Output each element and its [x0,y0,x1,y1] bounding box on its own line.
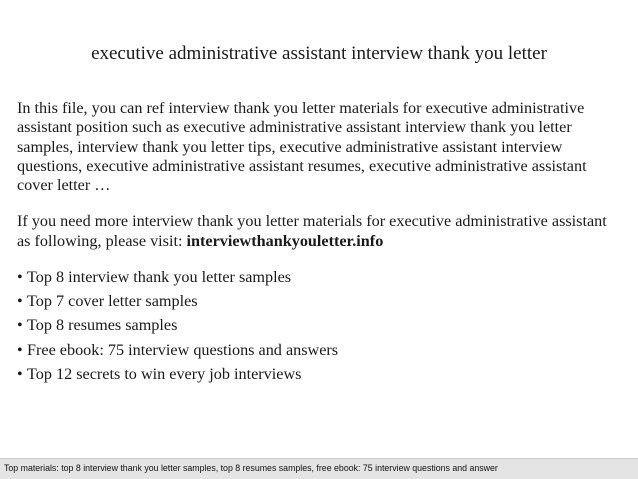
more-info-paragraph [17,212,623,251]
bullet-icon: • [17,340,23,359]
list-item-text: Top 7 cover letter samples [27,292,198,311]
footer-bar [0,458,638,479]
bullet-icon: • [17,292,23,311]
intro-paragraph: In this file, you can ref interview thank you letter materials for executive administrative assistant position such as executive administrative assistant interview thank you letter samples, interview thank you letter tips, executive administrative assistant interview questions, executive administrative assistant resumes, executive administrative assistant cover letter … [17,99,587,195]
list-item-text: Top 12 secrets to win every job interviews [27,364,302,383]
list-item [17,338,623,362]
list-item [17,265,623,289]
bullet-icon: • [17,364,23,383]
list-item-text: Free ebook: 75 interview questions and answers [27,340,339,359]
bullet-icon: • [17,268,23,287]
list-item-text: Top 8 interview thank you letter samples [27,268,292,287]
list-item [17,362,623,386]
list-item-text: Top 8 resumes samples [27,316,178,335]
bullet-icon: • [17,316,23,335]
materials-list [17,265,623,386]
website-link[interactable]: interviewthankyouletter.info [186,231,384,250]
slide-title: executive administrative assistant interview thank you letter [91,43,547,64]
footer-text: Top materials: top 8 interview thank you letter samples, top 8 resumes samples, free ebook: 75 interview questions and answer [4,463,498,473]
slide-content [17,99,623,386]
more-info-text: If you need more interview thank you letter materials for executive administrative assistant as following, please visit: [17,212,607,250]
list-item [17,289,623,313]
list-item [17,313,623,337]
